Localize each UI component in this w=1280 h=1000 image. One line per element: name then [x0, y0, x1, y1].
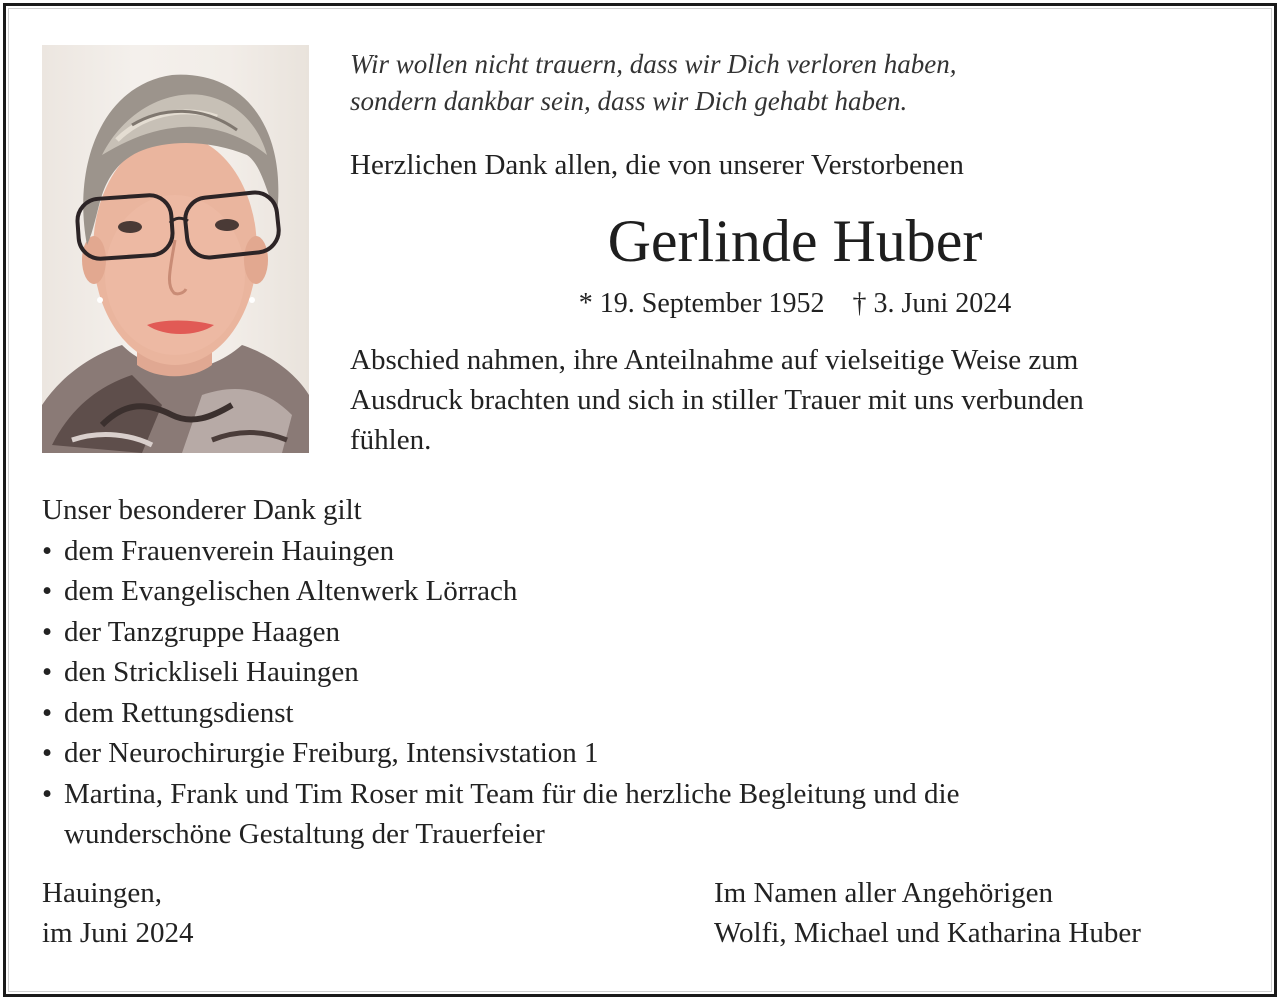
list-item	[42, 571, 1242, 612]
bullet-icon: •	[42, 777, 53, 810]
special-thanks-list	[42, 531, 1242, 855]
deceased-name: Gerlinde Huber	[607, 208, 983, 274]
list-item-text: der Neurochirurgie Freiburg, Intensivstation 1	[64, 737, 599, 769]
list-item	[42, 531, 1242, 572]
list-item	[42, 612, 1242, 653]
list-item-text: Martina, Frank und Tim Roser mit Team für die herzliche Begleitung und die	[64, 777, 960, 810]
birth-date: * 19. September 1952	[578, 288, 825, 319]
body-line: fühlen.	[350, 424, 432, 456]
bullet-icon: •	[42, 696, 53, 729]
signatories: Wolfi, Michael und Katharina Huber	[714, 917, 1141, 949]
memorial-quote	[350, 46, 956, 120]
list-item	[42, 733, 1242, 774]
signature-block	[714, 873, 1141, 953]
quote-line: sondern dankbar sein, dass wir Dich gehabt haben.	[350, 86, 908, 116]
list-item-text: den Strickliseli Hauingen	[64, 656, 359, 688]
life-dates	[350, 285, 1240, 323]
list-item-text-continued: wunderschöne Gestaltung der Trauerfeier	[64, 818, 545, 850]
body-line: Ausdruck brachten und sich in stiller Trauer mit uns verbunden	[350, 384, 1084, 416]
special-thanks-heading: Unser besonderer Dank gilt	[42, 494, 362, 526]
intro-text: Herzlichen Dank allen, die von unserer Verstorbenen	[350, 149, 964, 181]
death-date: † 3. Juni 2024	[852, 288, 1012, 319]
list-item-text: dem Frauenverein Hauingen	[64, 534, 395, 567]
bullet-icon: •	[42, 534, 53, 567]
special-thanks-section	[42, 490, 1242, 855]
quote-line: Wir wollen nicht trauern, dass wir Dich verloren haben,	[350, 49, 957, 79]
place-and-date	[42, 873, 193, 953]
place: Hauingen,	[42, 877, 162, 909]
list-item	[42, 693, 1242, 734]
portrait-photo	[42, 45, 309, 453]
portrait-illustration	[42, 45, 309, 453]
date: im Juni 2024	[42, 917, 194, 949]
list-item-text: dem Rettungsdienst	[64, 696, 294, 729]
list-item	[42, 652, 1242, 693]
bullet-icon: •	[42, 615, 53, 648]
bullet-icon: •	[42, 737, 53, 769]
list-item	[42, 774, 1242, 855]
list-item-text: dem Evangelischen Altenwerk Lörrach	[64, 575, 518, 607]
bullet-icon: •	[42, 656, 53, 688]
bullet-icon: •	[42, 575, 53, 607]
signoff: Im Namen aller Angehörigen	[714, 877, 1054, 909]
list-item-text: der Tanzgruppe Haagen	[64, 615, 341, 648]
thanks-body-text	[350, 340, 1250, 460]
body-line: Abschied nahmen, ihre Anteilnahme auf vielseitige Weise zum	[350, 344, 1079, 376]
